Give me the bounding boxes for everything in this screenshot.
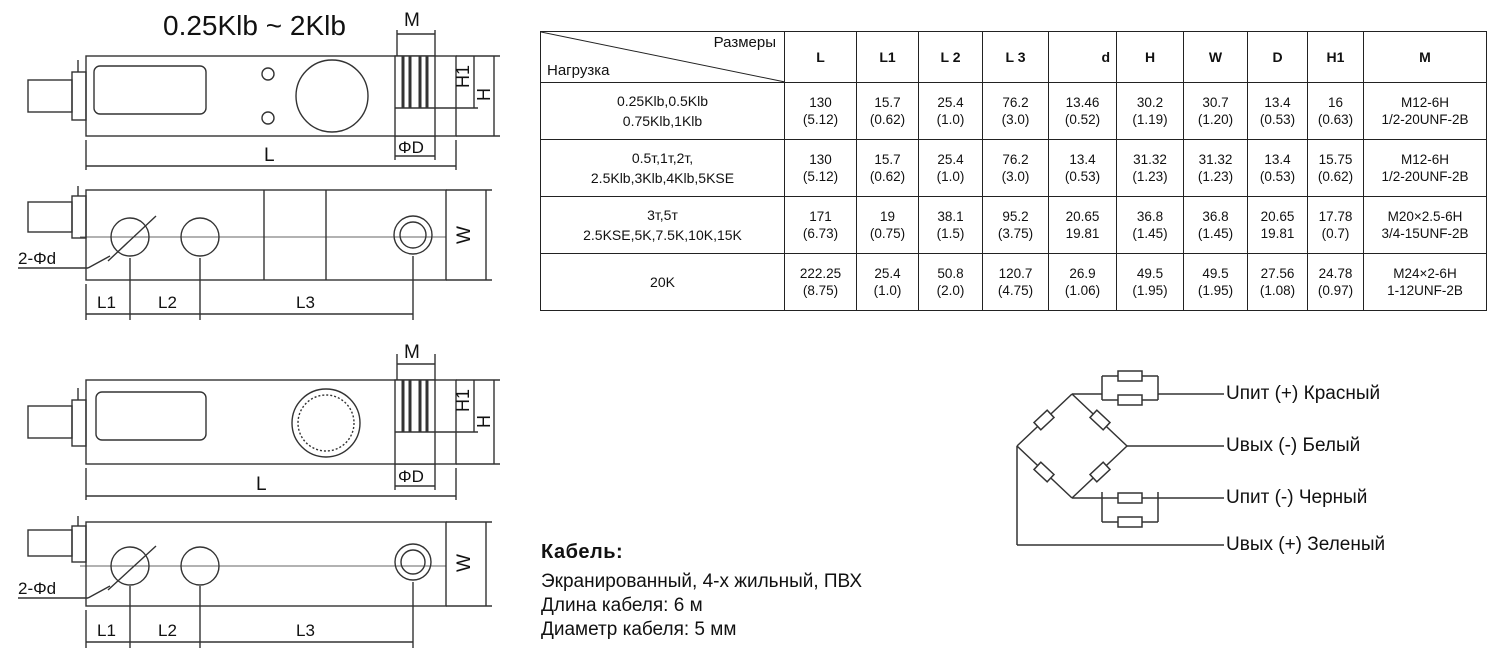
wire-label-excitation-plus: Uпит (+) Красный: [1226, 383, 1381, 404]
value-primary: 38.1: [937, 209, 964, 224]
value-cell: [1184, 197, 1248, 254]
value-secondary: (0.53): [1259, 169, 1296, 184]
value-secondary: (0.62): [869, 169, 906, 184]
value-cell: [1248, 140, 1308, 197]
value-cell: [1248, 83, 1308, 140]
value-primary: M24×2-6H: [1393, 266, 1457, 281]
value-secondary: (0.53): [1259, 112, 1296, 127]
dim-d-top: 2-Φd: [18, 249, 57, 268]
value-secondary: (1.0): [873, 283, 902, 298]
value-secondary: (1.23): [1132, 169, 1168, 184]
column-header: D: [1248, 32, 1308, 83]
value-secondary: (0.62): [1317, 169, 1354, 184]
value-cell: [1184, 140, 1248, 197]
value-cell: [1184, 254, 1248, 311]
plan-view-bottom: [18, 516, 492, 648]
column-header: L1: [857, 32, 919, 83]
table-row: [541, 83, 1487, 140]
value-cell: [1308, 140, 1364, 197]
value-secondary: 1-12UNF-2B: [1387, 283, 1463, 298]
value-secondary: (5.12): [802, 112, 839, 127]
value-primary: 17.78: [1318, 209, 1353, 224]
value-primary: 171: [809, 209, 832, 224]
value-cell: [919, 197, 983, 254]
value-secondary: (1.19): [1132, 112, 1168, 127]
dim-L-top: L: [264, 145, 275, 166]
value-cell: [983, 197, 1049, 254]
value-secondary: (1.20): [1197, 112, 1234, 127]
dim-L3-bottom: L3: [296, 621, 315, 640]
dim-H-top: H: [474, 88, 494, 101]
value-secondary: 19.81: [1065, 226, 1100, 241]
value-cell: [1364, 197, 1487, 254]
value-secondary: (3.75): [997, 226, 1034, 241]
value-cell: [919, 140, 983, 197]
corner-label-load: Нагрузка: [547, 62, 610, 79]
value-secondary: 19.81: [1260, 226, 1295, 241]
load-line: 2.5KSE,5K,7.5K,10K,15K: [583, 227, 742, 243]
value-primary: 27.56: [1260, 266, 1295, 281]
column-header: W: [1184, 32, 1248, 83]
value-secondary: (1.45): [1197, 226, 1234, 241]
value-secondary: (0.63): [1317, 112, 1354, 127]
value-primary: 15.7: [874, 95, 901, 110]
value-primary: 25.4: [874, 266, 901, 281]
dim-L2-bottom: L2: [158, 621, 177, 640]
value-primary: 36.8: [1202, 209, 1229, 224]
value-secondary: (1.5): [936, 226, 965, 241]
value-primary: 222.25: [799, 266, 842, 281]
wire-label-excitation-minus: Uпит (-) Черный: [1226, 487, 1368, 508]
value-primary: 30.7: [1202, 95, 1229, 110]
value-secondary: (5.12): [802, 169, 839, 184]
dim-H1-bottom: H1: [453, 388, 473, 412]
value-primary: 25.4: [937, 95, 964, 110]
dim-M-top: M: [404, 10, 420, 31]
dim-L-bottom: L: [256, 474, 267, 495]
corner-label-dimensions: Размеры: [713, 34, 776, 51]
value-primary: M12-6H: [1400, 152, 1449, 167]
load-line: 0.5т,1т,2т,: [631, 150, 694, 166]
value-primary: 31.32: [1133, 152, 1167, 167]
table-corner-header: [541, 32, 785, 83]
range-title: 0.25Klb ~ 2Klb: [163, 10, 346, 41]
value-cell: [785, 83, 857, 140]
value-secondary: (4.75): [997, 283, 1034, 298]
value-primary: 20.65: [1065, 209, 1100, 224]
dim-d-bottom: 2-Φd: [18, 579, 57, 598]
value-primary: 130: [809, 152, 832, 167]
wire-label-signal-minus: Uвых (-) Белый: [1226, 435, 1361, 456]
column-header: H1: [1308, 32, 1364, 83]
value-primary: 13.4: [1264, 152, 1291, 167]
wire-label-signal-plus: Uвых (+) Зеленый: [1226, 534, 1386, 555]
value-cell: [1364, 254, 1487, 311]
cable-info: [541, 540, 862, 642]
value-secondary: (0.52): [1064, 112, 1101, 127]
table-row: [541, 254, 1487, 311]
dim-L1-bottom: L1: [97, 621, 116, 640]
value-primary: 26.9: [1069, 266, 1096, 281]
value-cell: [1049, 197, 1117, 254]
value-primary: 13.4: [1264, 95, 1291, 110]
load-cell: [541, 254, 785, 311]
value-primary: 13.46: [1065, 95, 1100, 110]
value-primary: 130: [809, 95, 832, 110]
value-cell: [1049, 254, 1117, 311]
dim-L3-top: L3: [296, 293, 315, 312]
value-primary: 95.2: [1002, 209, 1029, 224]
load-line: 3т,5т: [647, 207, 678, 223]
load-cell: [541, 197, 785, 254]
value-primary: 20.65: [1260, 209, 1295, 224]
value-cell: [1117, 254, 1184, 311]
value-cell: [1184, 83, 1248, 140]
load-cell: [541, 83, 785, 140]
value-cell: [1364, 83, 1487, 140]
dim-H1-top: H1: [453, 64, 473, 88]
value-primary: 120.7: [998, 266, 1033, 281]
value-cell: [983, 140, 1049, 197]
column-header: M: [1364, 32, 1487, 83]
value-primary: 49.5: [1136, 266, 1164, 281]
value-secondary: (1.23): [1197, 169, 1234, 184]
value-cell: [857, 254, 919, 311]
value-primary: 19: [879, 209, 896, 224]
value-secondary: (0.62): [869, 112, 906, 127]
value-primary: 31.32: [1198, 152, 1233, 167]
dim-L2-top: L2: [158, 293, 177, 312]
value-secondary: (2.0): [936, 283, 965, 298]
value-cell: [919, 254, 983, 311]
dim-W-top: W: [454, 226, 475, 244]
value-secondary: (3.0): [1001, 112, 1030, 127]
value-secondary: (0.75): [869, 226, 906, 241]
dim-H-bottom: H: [474, 415, 494, 428]
load-cell: [541, 140, 785, 197]
load-line: 2.5Klb,3Klb,4Klb,5KSE: [590, 170, 735, 186]
value-cell: [983, 254, 1049, 311]
table-row: [541, 140, 1487, 197]
value-primary: 76.2: [1002, 152, 1029, 167]
value-cell: [1049, 140, 1117, 197]
value-cell: [1308, 254, 1364, 311]
value-primary: 50.8: [937, 266, 964, 281]
value-secondary: 1/2-20UNF-2B: [1381, 169, 1469, 184]
value-secondary: (1.0): [936, 112, 965, 127]
column-header: L 3: [983, 32, 1049, 83]
value-secondary: (1.0): [936, 169, 965, 184]
value-primary: 24.78: [1318, 266, 1353, 281]
value-secondary: (8.75): [802, 283, 839, 298]
value-primary: 76.2: [1002, 95, 1029, 110]
value-primary: 36.8: [1136, 209, 1164, 224]
value-secondary: (0.7): [1321, 226, 1350, 241]
value-cell: [1248, 254, 1308, 311]
load-line: 20K: [650, 274, 675, 290]
value-primary: 49.5: [1202, 266, 1229, 281]
value-primary: 15.75: [1318, 152, 1353, 167]
dimensions-table: [540, 31, 1487, 311]
value-cell: [983, 83, 1049, 140]
load-line: 0.75Klb,1Klb: [622, 113, 703, 129]
cable-line: Диаметр кабеля: 5 мм: [541, 619, 737, 640]
value-secondary: (0.97): [1317, 283, 1354, 298]
value-cell: [1049, 83, 1117, 140]
value-cell: [1248, 197, 1308, 254]
dim-L1-top: L1: [97, 293, 116, 312]
value-secondary: (1.08): [1259, 283, 1296, 298]
value-cell: [857, 197, 919, 254]
table-row: [541, 197, 1487, 254]
dim-D-top: ΦD: [398, 138, 424, 157]
value-cell: [1117, 83, 1184, 140]
value-secondary: (6.73): [802, 226, 839, 241]
value-secondary: (3.0): [1001, 169, 1030, 184]
table-header-row: [541, 32, 1487, 83]
dim-M-bottom: M: [404, 342, 420, 363]
value-cell: [857, 83, 919, 140]
value-secondary: 1/2-20UNF-2B: [1381, 112, 1469, 127]
value-cell: [1308, 83, 1364, 140]
plan-view-top: [18, 186, 492, 320]
column-header: d: [1049, 32, 1117, 83]
value-primary: 30.2: [1136, 95, 1164, 110]
column-header: L: [785, 32, 857, 83]
value-cell: [785, 140, 857, 197]
cable-title: Кабель:: [541, 541, 624, 563]
load-line: 0.25Klb,0.5Klb: [616, 93, 709, 109]
value-secondary: (1.95): [1132, 283, 1168, 298]
value-primary: 16: [1327, 95, 1344, 110]
value-cell: [1117, 197, 1184, 254]
load-cell-drawings: [0, 0, 530, 662]
value-primary: 13.4: [1069, 152, 1096, 167]
value-primary: 25.4: [937, 152, 964, 167]
wiring-bridge-diagram: [1002, 360, 1232, 560]
value-secondary: (1.45): [1132, 226, 1168, 241]
value-cell: [1308, 197, 1364, 254]
value-cell: [919, 83, 983, 140]
value-cell: [857, 140, 919, 197]
value-primary: M12-6H: [1400, 95, 1449, 110]
value-secondary: (1.06): [1064, 283, 1101, 298]
dim-W-bottom: W: [454, 554, 475, 572]
value-secondary: (0.53): [1064, 169, 1101, 184]
dim-D-bottom: ΦD: [398, 467, 424, 486]
column-header: H: [1117, 32, 1184, 83]
cable-line: Длина кабеля: 6 м: [541, 595, 703, 616]
cable-line: Экранированный, 4-х жильный, ПВХ: [541, 571, 863, 592]
value-secondary: (1.95): [1197, 283, 1234, 298]
value-cell: [1117, 140, 1184, 197]
value-primary: M20×2.5-6H: [1387, 209, 1463, 224]
value-cell: [785, 254, 857, 311]
value-cell: [785, 197, 857, 254]
value-secondary: 3/4-15UNF-2B: [1381, 226, 1469, 241]
table-body: [541, 83, 1487, 311]
value-primary: 15.7: [874, 152, 901, 167]
column-header: L 2: [919, 32, 983, 83]
value-cell: [1364, 140, 1487, 197]
